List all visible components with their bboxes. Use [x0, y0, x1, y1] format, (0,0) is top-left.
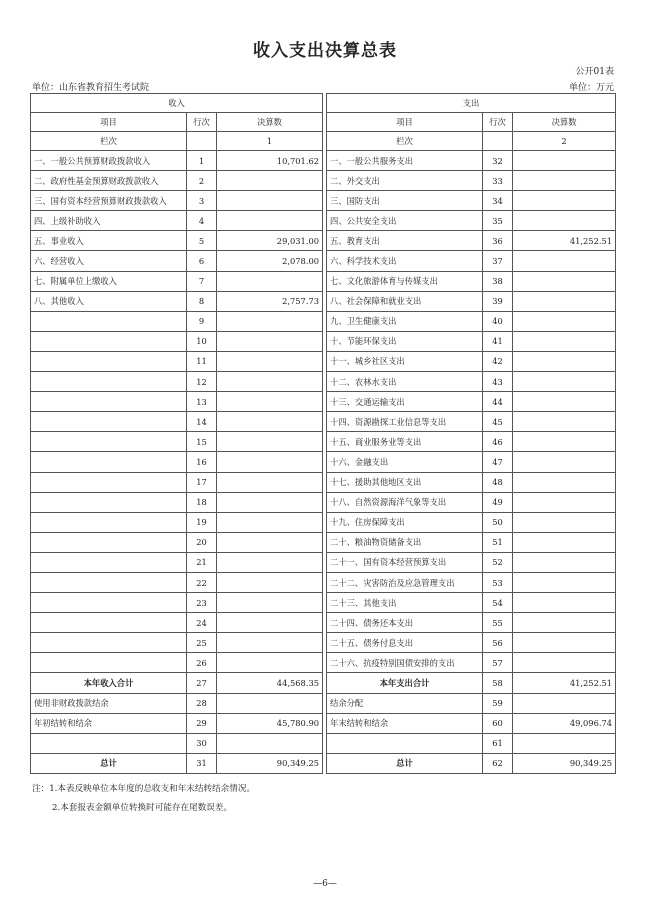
- expense-rowno-cell: 39: [483, 291, 513, 311]
- expense-amount-cell: [513, 331, 616, 351]
- column-header-row: [31, 113, 616, 132]
- expense-item-cell: 十三、交通运输支出: [327, 392, 483, 412]
- income-amount-cell: [217, 271, 323, 291]
- income-rowno-cell: 30: [187, 733, 217, 753]
- expense-rowno-cell: 46: [483, 432, 513, 452]
- income-amount-cell: [217, 512, 323, 532]
- income-amount-cell: [217, 653, 323, 673]
- income-rowno-cell: 12: [187, 372, 217, 392]
- income-item-cell: [31, 472, 187, 492]
- expense-item-cell: 年末结转和结余: [327, 713, 483, 733]
- expense-item-cell: 二十二、灾害防治及应急管理支出: [327, 572, 483, 592]
- expense-amount-cell: 49,096.74: [513, 713, 616, 733]
- table-row: [31, 171, 616, 191]
- expense-item-cell: 本年支出合计: [327, 673, 483, 693]
- income-rowno-cell: 19: [187, 512, 217, 532]
- expense-rowno-cell: 62: [483, 753, 513, 773]
- income-rowno-cell: 3: [187, 191, 217, 211]
- income-section-header: 收入: [31, 94, 323, 113]
- expense-item-cell: 一、一般公共服务支出: [327, 151, 483, 171]
- income-amount-cell: [217, 472, 323, 492]
- expense-amount-cell: [513, 633, 616, 653]
- income-rowno-cell: 6: [187, 251, 217, 271]
- income-item-cell: [31, 351, 187, 371]
- income-item-cell: [31, 572, 187, 592]
- expense-item-cell: 六、科学技术支出: [327, 251, 483, 271]
- income-rowno-blank: [187, 132, 217, 151]
- income-amount-cell: [217, 311, 323, 331]
- income-item-cell: [31, 372, 187, 392]
- income-amount-cell: 90,349.25: [217, 753, 323, 773]
- table-row: [31, 311, 616, 331]
- expense-rowno-cell: 44: [483, 392, 513, 412]
- expense-rowno-cell: 61: [483, 733, 513, 753]
- income-rowno-cell: 18: [187, 492, 217, 512]
- income-rowno-cell: 2: [187, 171, 217, 191]
- table-row: [31, 593, 616, 613]
- table-row: [31, 492, 616, 512]
- income-rowno-cell: 7: [187, 271, 217, 291]
- income-item-cell: 一、一般公共预算财政拨款收入: [31, 151, 187, 171]
- income-rowno-cell: 31: [187, 753, 217, 773]
- income-amount-cell: [217, 372, 323, 392]
- income-rowno-cell: 1: [187, 151, 217, 171]
- income-expense-table: [30, 93, 616, 774]
- expense-rowno-cell: 58: [483, 673, 513, 693]
- table-row: [31, 733, 616, 753]
- table-row: [31, 452, 616, 472]
- expense-item-cell: 三、国防支出: [327, 191, 483, 211]
- income-rowno-cell: 11: [187, 351, 217, 371]
- expense-item-cell: 二十四、债务还本支出: [327, 613, 483, 633]
- expense-rowno-cell: 51: [483, 532, 513, 552]
- expense-rowno-cell: 42: [483, 351, 513, 371]
- expense-rowno-cell: 45: [483, 412, 513, 432]
- expense-section-header: 支出: [327, 94, 616, 113]
- expense-amount-cell: [513, 552, 616, 572]
- table-row: [31, 572, 616, 592]
- table-row: [31, 472, 616, 492]
- table-row: [31, 271, 616, 291]
- expense-amount-cell: [513, 492, 616, 512]
- expense-amount-cell: [513, 512, 616, 532]
- income-item-cell: [31, 733, 187, 753]
- income-item-cell: 五、事业收入: [31, 231, 187, 251]
- expense-rowno-cell: 60: [483, 713, 513, 733]
- income-rowno-header: 行次: [187, 113, 217, 132]
- income-item-cell: [31, 331, 187, 351]
- income-amount-cell: 2,757.73: [217, 291, 323, 311]
- income-item-cell: 年初结转和结余: [31, 713, 187, 733]
- income-rowno-cell: 4: [187, 211, 217, 231]
- expense-item-cell: 十、节能环保支出: [327, 331, 483, 351]
- expense-rowno-cell: 40: [483, 311, 513, 331]
- income-item-cell: [31, 512, 187, 532]
- income-item-cell: 四、上级补助收入: [31, 211, 187, 231]
- expense-rowno-cell: 32: [483, 151, 513, 171]
- expense-item-cell: 七、文化旅游体育与传媒支出: [327, 271, 483, 291]
- table-row: [31, 331, 616, 351]
- income-amount-cell: [217, 572, 323, 592]
- page-number: —6—: [313, 879, 337, 889]
- expense-rowno-cell: 36: [483, 231, 513, 251]
- expense-rowno-cell: 57: [483, 653, 513, 673]
- income-amount-header: 决算数: [217, 113, 323, 132]
- income-amount-cell: 44,568.35: [217, 673, 323, 693]
- income-item-cell: [31, 412, 187, 432]
- income-amount-cell: [217, 211, 323, 231]
- expense-amount-cell: [513, 412, 616, 432]
- expense-amount-cell: [513, 432, 616, 452]
- expense-item-cell: 十九、住房保障支出: [327, 512, 483, 532]
- income-amount-cell: [217, 552, 323, 572]
- income-rowno-cell: 14: [187, 412, 217, 432]
- income-column-number: 1: [217, 132, 323, 151]
- expense-item-cell: 十六、金融支出: [327, 452, 483, 472]
- income-rowno-cell: 27: [187, 673, 217, 693]
- expense-amount-cell: 41,252.51: [513, 673, 616, 693]
- expense-amount-cell: [513, 653, 616, 673]
- income-rowno-cell: 17: [187, 472, 217, 492]
- table-row: [31, 231, 616, 251]
- expense-item-cell: 十八、自然资源海洋气象等支出: [327, 492, 483, 512]
- expense-amount-cell: [513, 151, 616, 171]
- expense-item-cell: 二十三、其他支出: [327, 593, 483, 613]
- income-item-header: 项目: [31, 113, 187, 132]
- expense-item-cell: 二十、粮油物资储备支出: [327, 532, 483, 552]
- income-item-cell: [31, 492, 187, 512]
- expense-rowno-cell: 43: [483, 372, 513, 392]
- table-row: [31, 251, 616, 271]
- expense-amount-cell: [513, 593, 616, 613]
- income-item-cell: [31, 633, 187, 653]
- income-amount-cell: [217, 171, 323, 191]
- expense-rowno-cell: 37: [483, 251, 513, 271]
- table-row: [31, 191, 616, 211]
- expense-item-cell: 二十五、债务付息支出: [327, 633, 483, 653]
- income-amount-cell: [217, 191, 323, 211]
- expense-rowno-cell: 53: [483, 572, 513, 592]
- expense-rowno-cell: 49: [483, 492, 513, 512]
- income-item-cell: 七、附属单位上缴收入: [31, 271, 187, 291]
- expense-item-header: 项目: [327, 113, 483, 132]
- expense-rowno-cell: 59: [483, 693, 513, 713]
- expense-item-cell: 十二、农林水支出: [327, 372, 483, 392]
- income-amount-cell: [217, 492, 323, 512]
- income-item-cell: [31, 593, 187, 613]
- table-row: [31, 532, 616, 552]
- expense-rowno-cell: 41: [483, 331, 513, 351]
- section-header-row: [31, 94, 616, 113]
- expense-item-cell: 九、卫生健康支出: [327, 311, 483, 331]
- table-row: [31, 753, 616, 773]
- expense-amount-header: 决算数: [513, 113, 616, 132]
- expense-rowno-cell: 33: [483, 171, 513, 191]
- expense-amount-cell: [513, 171, 616, 191]
- expense-amount-cell: [513, 693, 616, 713]
- expense-rowno-cell: 55: [483, 613, 513, 633]
- income-amount-cell: [217, 532, 323, 552]
- expense-amount-cell: 41,252.51: [513, 231, 616, 251]
- reporting-unit: 单位：山东省教育招生考试院: [32, 83, 150, 93]
- income-amount-cell: [217, 412, 323, 432]
- note-2: 2.本套报表金额单位转换时可能存在尾数误差。: [52, 803, 233, 813]
- income-item-cell: [31, 532, 187, 552]
- income-item-cell: 本年收入合计: [31, 673, 187, 693]
- table-row: [31, 673, 616, 693]
- expense-amount-cell: [513, 532, 616, 552]
- expense-item-cell: 二十一、国有资本经营预算支出: [327, 552, 483, 572]
- income-item-cell: 三、国有资本经营预算财政拨款收入: [31, 191, 187, 211]
- expense-rowno-cell: 47: [483, 452, 513, 472]
- expense-column-label: 栏次: [327, 132, 483, 151]
- expense-amount-cell: [513, 191, 616, 211]
- income-item-cell: [31, 432, 187, 452]
- expense-item-cell: 四、公共安全支出: [327, 211, 483, 231]
- income-rowno-cell: 22: [187, 572, 217, 592]
- expense-rowno-cell: 48: [483, 472, 513, 492]
- expense-amount-cell: [513, 613, 616, 633]
- notes: [32, 780, 255, 818]
- income-amount-cell: [217, 351, 323, 371]
- income-rowno-cell: 24: [187, 613, 217, 633]
- expense-item-cell: 十五、商业服务业等支出: [327, 432, 483, 452]
- expense-rowno-blank: [483, 132, 513, 151]
- income-amount-cell: 2,078.00: [217, 251, 323, 271]
- table-row: [31, 211, 616, 231]
- income-item-cell: [31, 392, 187, 412]
- income-amount-cell: [217, 432, 323, 452]
- income-item-cell: [31, 452, 187, 472]
- expense-amount-cell: [513, 291, 616, 311]
- expense-rowno-header: 行次: [483, 113, 513, 132]
- income-amount-cell: 45,780.90: [217, 713, 323, 733]
- expense-amount-cell: [513, 392, 616, 412]
- income-item-cell: [31, 613, 187, 633]
- currency-unit: 单位：万元: [568, 83, 614, 93]
- income-amount-cell: [217, 693, 323, 713]
- table-row: [31, 552, 616, 572]
- income-rowno-cell: 5: [187, 231, 217, 251]
- income-item-cell: [31, 311, 187, 331]
- income-rowno-cell: 29: [187, 713, 217, 733]
- expense-item-cell: 五、教育支出: [327, 231, 483, 251]
- income-item-cell: 总计: [31, 753, 187, 773]
- expense-column-number: 2: [513, 132, 616, 151]
- income-amount-cell: [217, 331, 323, 351]
- expense-item-cell: 十一、城乡社区支出: [327, 351, 483, 371]
- income-amount-cell: [217, 392, 323, 412]
- expense-amount-cell: [513, 271, 616, 291]
- expense-amount-cell: [513, 211, 616, 231]
- income-item-cell: 八、其他收入: [31, 291, 187, 311]
- page-title: 收入支出决算总表: [253, 41, 397, 61]
- expense-rowno-cell: 35: [483, 211, 513, 231]
- expense-amount-cell: [513, 251, 616, 271]
- expense-amount-cell: 90,349.25: [513, 753, 616, 773]
- expense-item-cell: 结余分配: [327, 693, 483, 713]
- income-column-label: 栏次: [31, 132, 187, 151]
- expense-item-cell: 总计: [327, 753, 483, 773]
- expense-amount-cell: [513, 733, 616, 753]
- expense-amount-cell: [513, 372, 616, 392]
- table-row: [31, 432, 616, 452]
- income-rowno-cell: 16: [187, 452, 217, 472]
- expense-rowno-cell: 52: [483, 552, 513, 572]
- table-row: [31, 693, 616, 713]
- table-row: [31, 291, 616, 311]
- expense-item-cell: 二、外交支出: [327, 171, 483, 191]
- income-rowno-cell: 9: [187, 311, 217, 331]
- income-amount-cell: [217, 593, 323, 613]
- income-rowno-cell: 26: [187, 653, 217, 673]
- income-amount-cell: [217, 733, 323, 753]
- income-rowno-cell: 23: [187, 593, 217, 613]
- expense-item-cell: 十七、援助其他地区支出: [327, 472, 483, 492]
- table-row: [31, 351, 616, 371]
- income-item-cell: [31, 552, 187, 572]
- column-number-row: [31, 132, 616, 151]
- income-item-cell: 二、政府性基金预算财政拨款收入: [31, 171, 187, 191]
- income-amount-cell: [217, 452, 323, 472]
- expense-rowno-cell: 34: [483, 191, 513, 211]
- expense-rowno-cell: 38: [483, 271, 513, 291]
- form-code: 公开01表: [575, 67, 614, 77]
- table-row: [31, 633, 616, 653]
- table-row: [31, 653, 616, 673]
- expense-amount-cell: [513, 452, 616, 472]
- table-row: [31, 151, 616, 171]
- expense-amount-cell: [513, 472, 616, 492]
- income-rowno-cell: 13: [187, 392, 217, 412]
- table-row: [31, 392, 616, 412]
- income-amount-cell: [217, 613, 323, 633]
- income-amount-cell: [217, 633, 323, 653]
- income-amount-cell: 29,031.00: [217, 231, 323, 251]
- expense-amount-cell: [513, 311, 616, 331]
- expense-rowno-cell: 50: [483, 512, 513, 532]
- table-row: [31, 372, 616, 392]
- note-1: 注：1.本表反映单位本年度的总收支和年末结转结余情况。: [32, 784, 256, 794]
- expense-amount-cell: [513, 351, 616, 371]
- income-item-cell: 使用非财政拨款结余: [31, 693, 187, 713]
- expense-item-cell: 十四、资源勘探工业信息等支出: [327, 412, 483, 432]
- income-rowno-cell: 15: [187, 432, 217, 452]
- table-row: [31, 512, 616, 532]
- income-rowno-cell: 25: [187, 633, 217, 653]
- table-row: [31, 412, 616, 432]
- expense-item-cell: 二十六、抗疫特别国债安排的支出: [327, 653, 483, 673]
- income-item-cell: [31, 653, 187, 673]
- expense-amount-cell: [513, 572, 616, 592]
- expense-item-cell: 八、社会保障和就业支出: [327, 291, 483, 311]
- income-rowno-cell: 8: [187, 291, 217, 311]
- income-rowno-cell: 10: [187, 331, 217, 351]
- table-row: [31, 613, 616, 633]
- expense-rowno-cell: 54: [483, 593, 513, 613]
- income-rowno-cell: 28: [187, 693, 217, 713]
- expense-item-cell: [327, 733, 483, 753]
- income-rowno-cell: 21: [187, 552, 217, 572]
- income-item-cell: 六、经营收入: [31, 251, 187, 271]
- income-amount-cell: 10,701.62: [217, 151, 323, 171]
- table-row: [31, 713, 616, 733]
- expense-rowno-cell: 56: [483, 633, 513, 653]
- income-rowno-cell: 20: [187, 532, 217, 552]
